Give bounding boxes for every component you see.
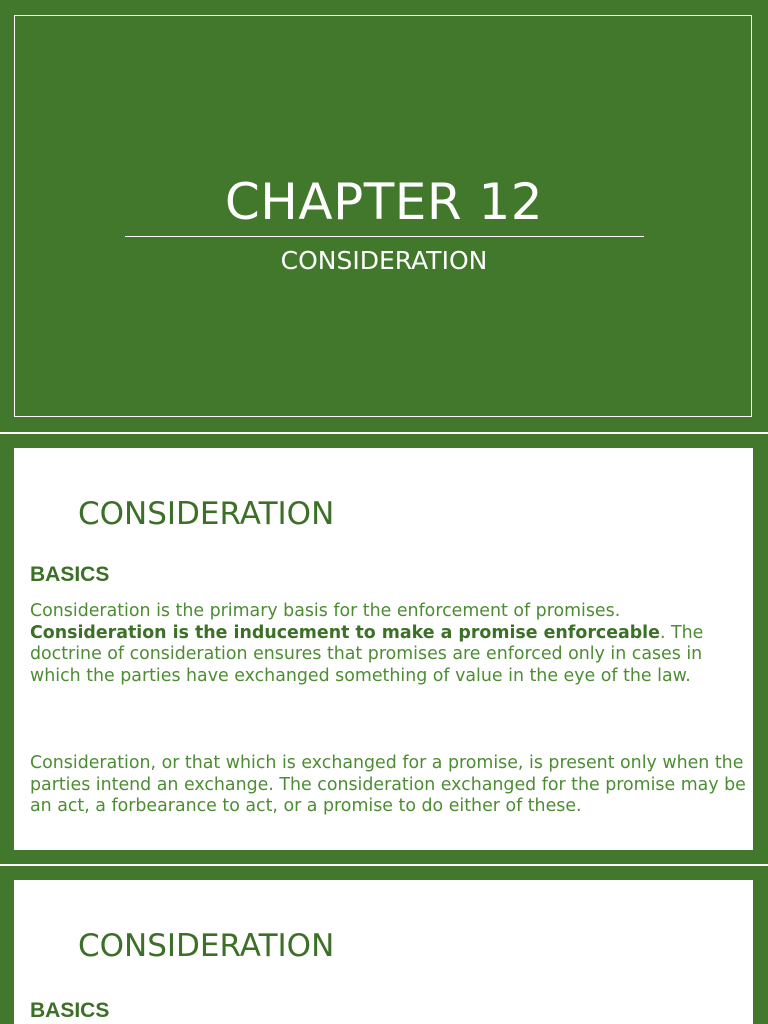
paragraph-1-emphasis: Consideration is the inducement to make a promise enforceable (30, 622, 660, 643)
paragraph-1-rest: . The doctrine of consideration ensures that promises are enforced only in cases in which the parties have exchanged something of value in the eye of the law. (30, 622, 704, 686)
paragraph-1-lead: Consideration is the primary basis for the enforcement of promises. (30, 601, 621, 621)
chapter-subtitle: CONSIDERATION (280, 246, 488, 275)
chapter-title: CHAPTER 12 (224, 173, 544, 231)
title-divider (125, 236, 644, 237)
content-slide-basics-continued (0, 866, 768, 1024)
content-slide-basics (0, 434, 768, 864)
content-card (14, 448, 753, 850)
paragraph-1 (30, 601, 746, 687)
section-label: BASICS (30, 563, 110, 586)
section-label: BASICS (30, 999, 110, 1022)
content-card (14, 880, 753, 1024)
slide-heading: CONSIDERATION (78, 496, 335, 532)
title-slide (0, 0, 768, 432)
paragraph-2: Consideration, or that which is exchanged for a promise, is present only when the parties intend an exchange. The consideration exchanged for the promise may be an act, a forbearance to act, or a promise to do either of these. (30, 753, 746, 817)
slide-heading: CONSIDERATION (78, 928, 335, 964)
